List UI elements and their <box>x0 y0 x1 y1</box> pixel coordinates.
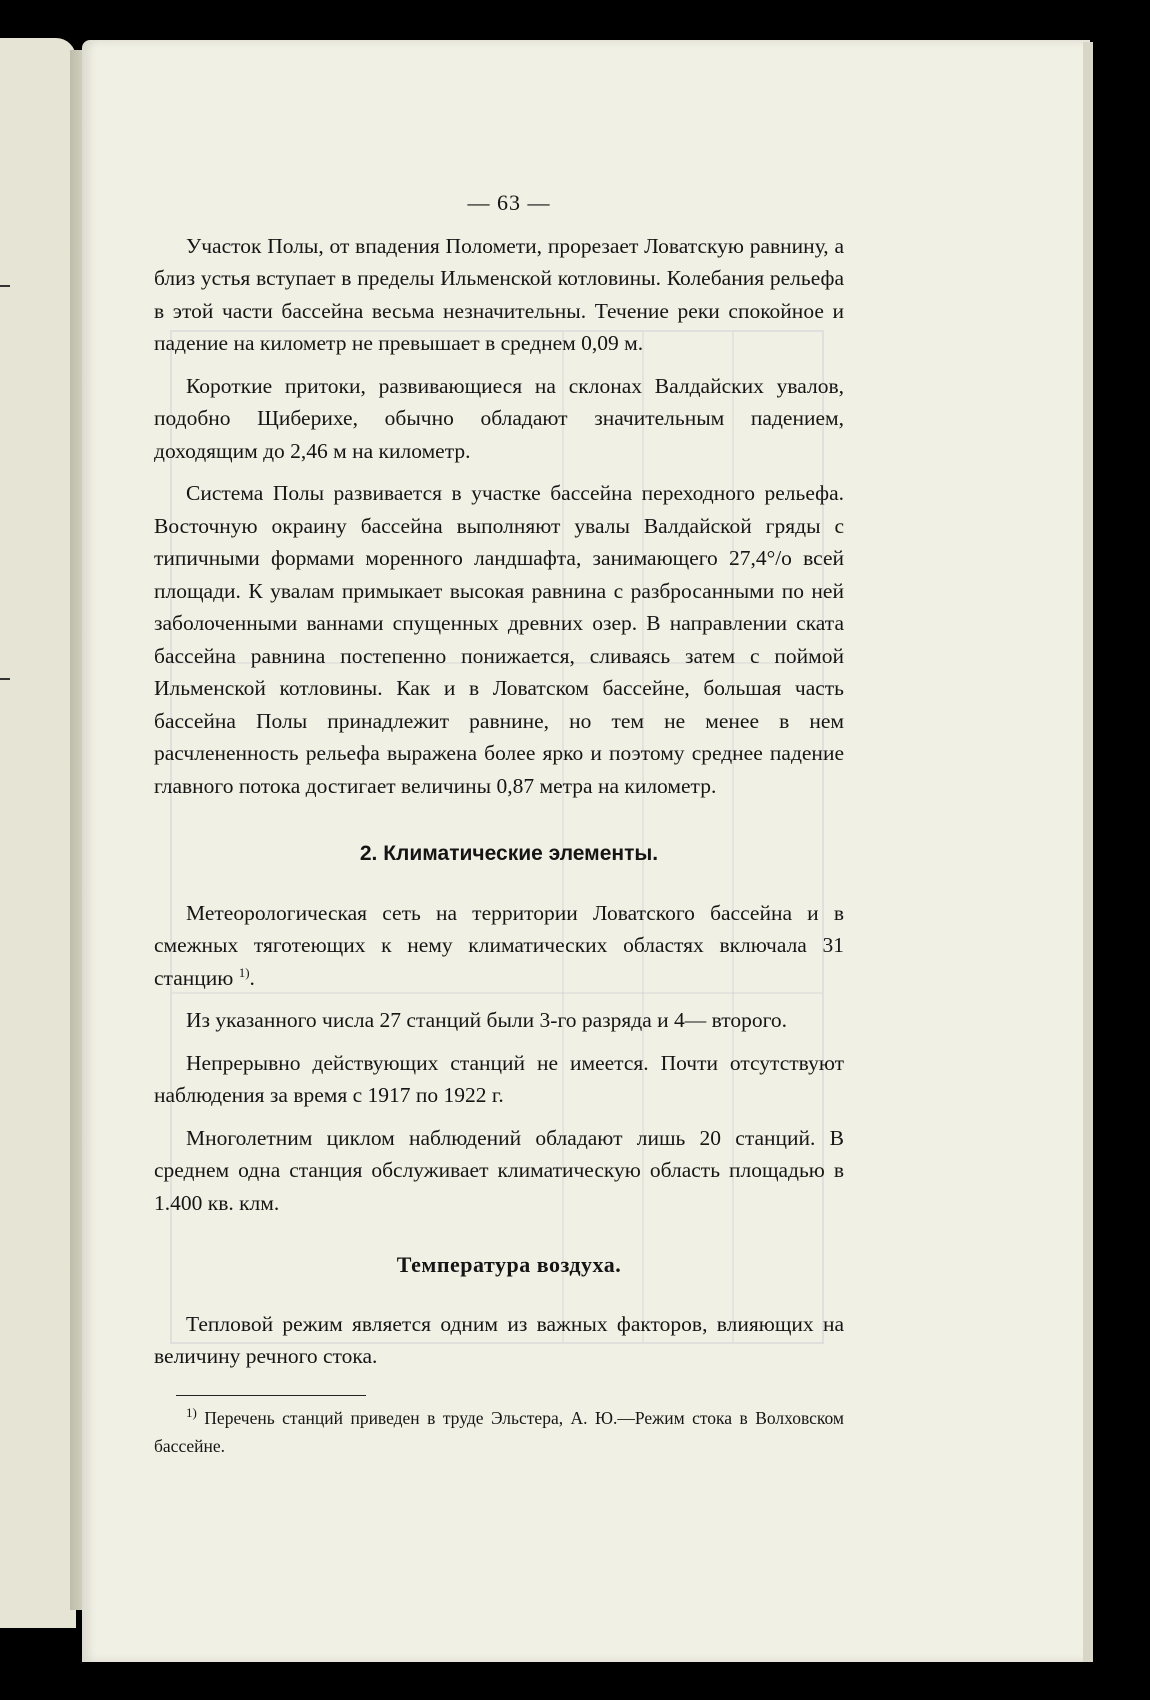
page-edge <box>1083 42 1093 1662</box>
paragraph: Короткие притоки, развивающиеся на склонах Валдайских увалов, подобно Щиберихе, обычно обладают значительным падением, доходящим до 2,46 м на километр. <box>154 373 844 463</box>
section-heading: 2. Климатические элементы. <box>359 842 659 865</box>
subsection-heading: Температура воздуха. <box>396 1252 622 1277</box>
paragraph-text: Метеорологическая сеть на территории Ловатского бассейна и в смежных тяготеющих к нему климатических областях включала 31 станцию <box>154 900 844 990</box>
paragraph <box>154 897 844 995</box>
paragraph: Из указанного числа 27 станций были 3-го разряда и 4— второго. <box>186 1008 788 1032</box>
paragraph-end: . <box>249 965 255 990</box>
footnote-marker: 1) <box>186 1404 197 1420</box>
footnote-text: Перечень станций приведен в труде Эльстера, А. Ю.—Режим стока в Волховском бассейне. <box>154 1407 844 1456</box>
facing-page-mark <box>0 285 10 287</box>
footnote-rule <box>176 1395 366 1396</box>
paragraph: Многолетним циклом наблюдений обладают лишь 20 станций. В среднем одна станция обслуживает климатическую область площадью в 1.400 кв. клм. <box>154 1125 844 1215</box>
page-text <box>154 175 844 1460</box>
paragraph: Непрерывно действующих станций не имеется. Почти отсутствуют наблюдения за время с 1917 по 1922 г. <box>154 1050 844 1107</box>
footnote-marker: 1) <box>238 964 250 980</box>
paragraph: Система Полы развивается в участке бассейна переходного рельефа. Восточную окраину бассейна выполняют увалы Валдайской гряды с типичными формами моренного ландшафта, занимающего 27,4°/о всей площади. К увалам примыкает высокая равнина с разбросанными по ней заболоченными ваннами спущенных древних озер. В направлении ската бассейна равнина постепенно понижается, сливаясь затем с поймой Ильменской котловины. Как и в Ловатском бассейне, большая часть бассейна Полы принадлежит равнине, но тем не менее в нем расчлененность рельефа выражена более ярко и поэтому среднее падение главного потока достигает величины 0,87 метра на километр. <box>154 481 844 798</box>
page-number: — 63 — <box>467 190 551 215</box>
facing-page-mark <box>0 678 10 680</box>
facing-page <box>0 38 76 1628</box>
paragraph: Тепловой режим является одним из важных факторов, влияющих на величину речного стока. <box>154 1311 844 1368</box>
footnote <box>154 1404 844 1460</box>
paragraph: Участок Полы, от впадения Поломети, прорезает Ловатскую равнину, а близ устья вступает в пределы Ильменской котловины. Колебания рельефа в этой части бассейна весьма незначительны. Течение реки спокойное и падение на километр не превышает в среднем 0,09 м. <box>154 233 844 355</box>
